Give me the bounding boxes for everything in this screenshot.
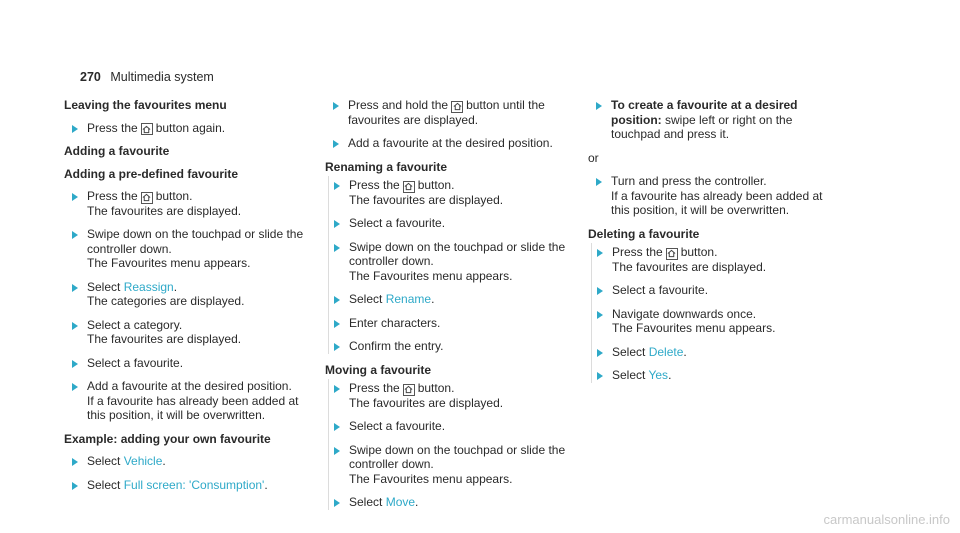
arrow-right-icon	[597, 311, 603, 319]
rename-steps	[328, 176, 575, 354]
step	[592, 307, 838, 336]
step	[329, 443, 575, 487]
arrow-right-icon	[72, 231, 78, 239]
step	[588, 174, 838, 218]
step	[592, 245, 838, 274]
step	[329, 178, 575, 207]
arrow-right-icon	[334, 182, 340, 190]
step-text: Select	[349, 292, 383, 306]
arrow-right-icon	[334, 447, 340, 455]
arrow-right-icon	[596, 102, 602, 110]
step-text: button again.	[155, 120, 226, 135]
menu-item-move: Move	[385, 495, 416, 509]
step-result: The categories are displayed.	[87, 294, 245, 308]
arrow-right-icon	[72, 383, 78, 391]
step	[64, 189, 314, 218]
step-text: .	[668, 368, 672, 382]
step	[64, 318, 314, 347]
step-result: The Favourites menu appears.	[349, 268, 513, 283]
column-3	[588, 98, 838, 392]
home-icon	[141, 123, 153, 135]
step-text: Select	[87, 477, 121, 492]
step-text: Swipe down on the touchpad or slide the controller down.	[349, 442, 566, 471]
step-result: The Favourites menu appears.	[87, 256, 251, 270]
home-icon	[403, 181, 415, 193]
step-text: Confirm the entry.	[349, 339, 444, 353]
step	[592, 368, 838, 383]
step-result: The Favourites menu appears.	[612, 321, 776, 335]
step	[329, 240, 575, 284]
step	[325, 98, 575, 127]
step-text: Press the	[349, 178, 400, 192]
menu-item-vehicle: Vehicle	[123, 454, 163, 468]
step-text: button.	[417, 381, 455, 395]
arrow-right-icon	[72, 125, 78, 133]
step-text: .	[173, 279, 178, 294]
heading-adding: Adding a favourite	[64, 144, 170, 158]
arrow-right-icon	[72, 482, 78, 490]
step-text: Press the	[349, 381, 400, 395]
step-label: To create a favourite at a desired position:	[611, 98, 798, 127]
arrow-right-icon	[334, 296, 340, 304]
step	[325, 136, 575, 151]
arrow-right-icon	[72, 458, 78, 466]
page-header	[80, 70, 214, 84]
step-text: Add a favourite at the desired position.	[87, 379, 292, 393]
step-result: The Favourites menu appears.	[349, 471, 513, 486]
step-text: Select a favourite.	[612, 283, 709, 297]
arrow-right-icon	[334, 343, 340, 351]
step	[64, 227, 314, 271]
arrow-right-icon	[334, 385, 340, 393]
heading-example: Example: adding your own favourite	[64, 431, 271, 446]
page-number: 270	[80, 70, 101, 84]
arrow-right-icon	[334, 320, 340, 328]
step-text: Select a category.	[87, 317, 183, 332]
step-result: If a favourite has already been added at this position, it will be overwritten.	[87, 393, 299, 422]
arrow-right-icon	[72, 360, 78, 368]
heading-delete: Deleting a favourite	[588, 226, 700, 241]
step-text: Enter characters.	[349, 315, 441, 330]
step	[329, 316, 575, 331]
step	[329, 381, 575, 410]
step	[592, 283, 838, 298]
step-text: Select	[612, 344, 646, 359]
arrow-right-icon	[334, 499, 340, 507]
home-icon	[141, 192, 153, 204]
heading-predefined: Adding a pre-defined favourite	[64, 166, 239, 181]
step-result: The favourites are displayed.	[612, 259, 767, 274]
step-text: Select	[349, 495, 383, 509]
home-icon	[451, 101, 463, 113]
step	[329, 216, 575, 231]
column-1	[64, 98, 314, 501]
arrow-right-icon	[597, 372, 603, 380]
step	[64, 356, 314, 371]
step-text: Select a favourite.	[87, 355, 184, 370]
step-result: The favourites are displayed.	[349, 192, 504, 207]
arrow-right-icon	[333, 102, 339, 110]
arrow-right-icon	[334, 423, 340, 431]
move-steps	[328, 379, 575, 510]
arrow-right-icon	[597, 249, 603, 257]
step-text: Select	[87, 454, 121, 468]
step-text: Swipe down on the touchpad or slide the controller down.	[349, 239, 566, 268]
step-text: button.	[680, 245, 718, 259]
step-result: If a favourite has already been added at this position, it will be overwritten.	[611, 188, 823, 217]
watermark: carmanualsonline.info	[823, 512, 950, 527]
menu-item-delete: Delete	[648, 344, 684, 359]
step-text: .	[683, 344, 687, 359]
step-text: .	[162, 454, 166, 468]
step	[64, 121, 314, 136]
delete-steps	[591, 243, 838, 383]
arrow-right-icon	[597, 287, 603, 295]
arrow-right-icon	[72, 322, 78, 330]
home-icon	[403, 384, 415, 396]
step-text: button.	[417, 178, 455, 192]
arrow-right-icon	[333, 140, 339, 148]
arrow-right-icon	[72, 284, 78, 292]
step	[329, 339, 575, 354]
heading-rename: Renaming a favourite	[325, 159, 448, 174]
step	[588, 98, 838, 142]
menu-item-reassign: Reassign	[123, 279, 174, 294]
or-separator: or	[588, 150, 599, 165]
step	[64, 454, 314, 469]
step-text: button.	[155, 189, 193, 203]
step-text: Press the	[87, 189, 138, 203]
menu-item-full-screen-consumption: Full screen: 'Consumption'	[123, 477, 265, 492]
step-text: Select	[87, 279, 121, 294]
step-text: Press the	[87, 120, 138, 135]
section-title: Multimedia system	[110, 70, 214, 84]
step-result: The favourites are displayed.	[349, 395, 504, 410]
step-text: swipe left or right on the touchpad and press it.	[611, 112, 793, 141]
step	[64, 280, 314, 309]
arrow-right-icon	[334, 220, 340, 228]
arrow-right-icon	[596, 178, 602, 186]
home-icon	[666, 248, 678, 260]
step-text: Add a favourite at the desired position.	[348, 136, 553, 150]
heading-leaving: Leaving the favourites menu	[64, 98, 227, 112]
step	[64, 478, 314, 493]
step	[329, 495, 575, 510]
step-text: .	[264, 477, 268, 492]
step-text: button until the favourites are displayed.	[348, 98, 545, 127]
step-result: The favourites are displayed.	[87, 203, 242, 218]
step-text: Navigate downwards once.	[612, 306, 757, 321]
step-text: Select	[612, 368, 646, 382]
step-text: Turn and press the controller.	[611, 174, 767, 188]
step-text: Swipe down on the touchpad or slide the controller down.	[87, 227, 304, 256]
step-text: .	[415, 495, 419, 509]
arrow-right-icon	[72, 193, 78, 201]
arrow-right-icon	[334, 244, 340, 252]
step-text: .	[431, 292, 435, 306]
menu-item-rename: Rename	[385, 292, 432, 306]
step	[329, 419, 575, 434]
menu-item-yes: Yes	[648, 368, 669, 382]
step	[329, 292, 575, 307]
step	[64, 379, 314, 423]
column-2	[325, 98, 575, 519]
step-result: The favourites are displayed.	[87, 332, 242, 346]
arrow-right-icon	[597, 349, 603, 357]
heading-move: Moving a favourite	[325, 362, 432, 377]
step	[592, 345, 838, 360]
step-text: Select a favourite.	[349, 419, 446, 433]
step-text: Select a favourite.	[349, 216, 446, 230]
step-text: Press the	[612, 245, 663, 259]
step-text: Press and hold the	[348, 98, 449, 112]
